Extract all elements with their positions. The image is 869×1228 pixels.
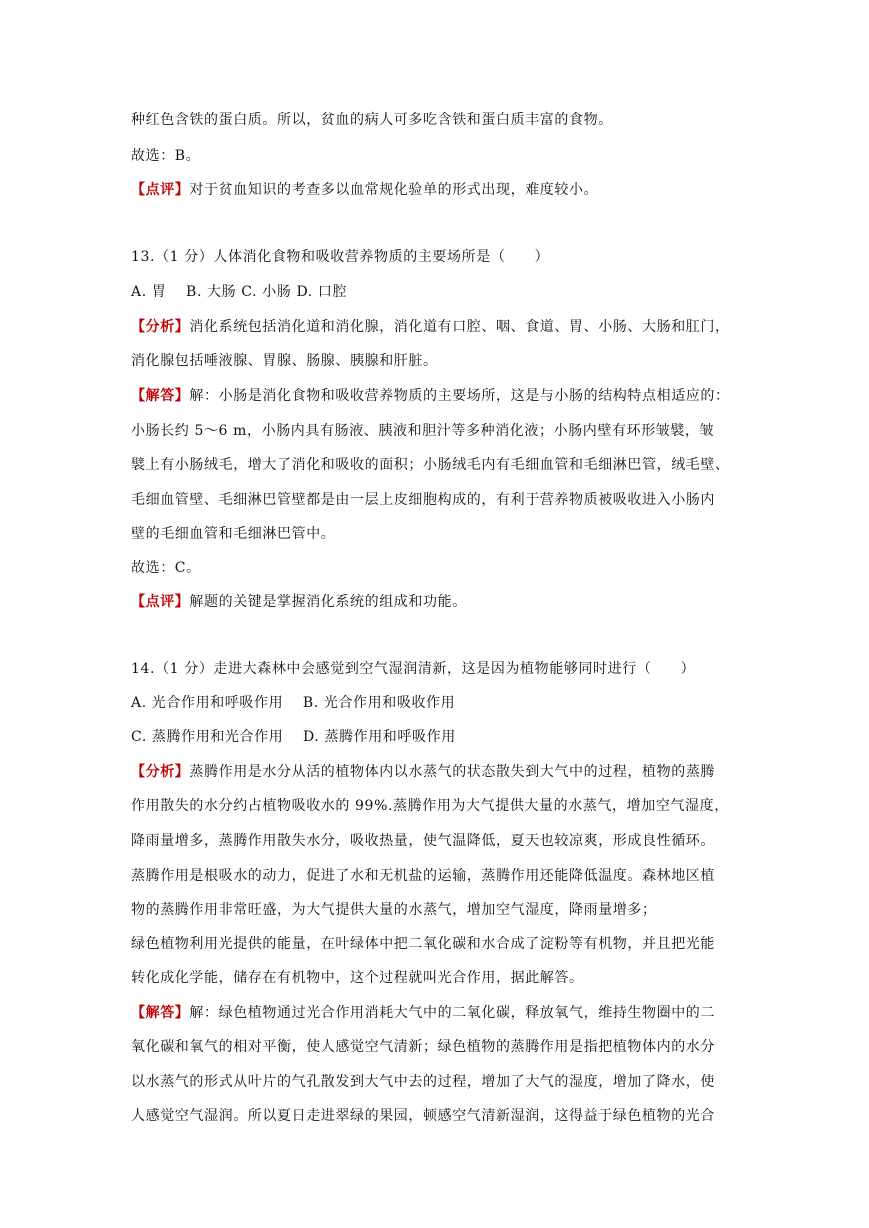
q13-solution-line: 毛细血管壁、毛细淋巴管壁都是由一层上皮细胞构成的，有利于营养物质被吸收进入小肠内 [131, 492, 715, 508]
analysis-text: 蒸腾作用是水分从活的植物体内以水蒸气的状态散失到大气中的过程，植物的蒸腾 [189, 764, 716, 780]
q13-analysis-line: 消化腺包括唾液腺、胃腺、肠腺、胰腺和肝脏。 [131, 353, 438, 369]
comment-tag: 【点评】 [131, 182, 190, 198]
q13-answer: 故选：C。 [131, 560, 201, 576]
q13-solution-line: 壁的毛细血管和毛细淋巴管中。 [131, 526, 336, 542]
q13-solution-line: 襞上有小肠绒毛，增大了消化和吸收的面积；小肠绒毛内有毛细血管和毛细淋巴管，绒毛壁、 [131, 457, 730, 473]
intro-answer: 故选：B。 [131, 148, 201, 164]
solution-text: 解：绿色植物通过光合作用消耗大气中的二氧化碳，释放氧气，维持生物圈中的二 [189, 1005, 716, 1021]
solution-tag: 【解答】 [131, 388, 190, 404]
comment-text: 对于贫血知识的考查多以血常规化验单的形式出现，难度较小。 [189, 182, 599, 198]
q14-solution [131, 1003, 715, 1023]
q14-solution-line: 氧化碳和氧气的相对平衡，使人感觉空气清新；绿色植物的蒸腾作用是指把植物体内的水分 [131, 1039, 715, 1055]
q14-analysis-line: 作用散失的水分约占植物吸收水的 99%.蒸腾作用为大气提供大量的水蒸气，增加空气湿度， [131, 798, 729, 814]
comment-tag: 【点评】 [131, 594, 190, 610]
q14-analysis-line: 转化成化学能，储存在有机物中，这个过程就叫光合作用，据此解答。 [131, 970, 584, 986]
analysis-tag: 【分析】 [131, 319, 190, 335]
q14-analysis-line: 物的蒸腾作用非常旺盛，为大气提供大量的水蒸气，增加空气湿度，降雨量增多； [131, 902, 657, 918]
q14-solution-line: 人感觉空气湿润。所以夏日走进翠绿的果园，顿感空气清新湿润，这得益于绿色植物的光合 [131, 1108, 715, 1124]
q13-comment [131, 592, 467, 612]
q14-stem: 14.（1 分）走进大森林中会感觉到空气湿润清新，这是因为植物能够同时进行（ ） [131, 661, 696, 677]
q13-solution [131, 386, 730, 406]
q13-options: A. 胃 B. 大肠 C. 小肠 D. 口腔 [131, 284, 348, 300]
solution-tag: 【解答】 [131, 1005, 190, 1021]
q14-analysis-line: 蒸腾作用是根吸水的动力，促进了水和无机盐的运输，蒸腾作用还能降低温度。森林地区植 [131, 868, 715, 884]
analysis-text: 消化系统包括消化道和消化腺，消化道有口腔、咽、食道、胃、小肠、大肠和肛门， [189, 319, 730, 335]
q13-solution-line: 小肠长约 5～6 m，小肠内具有肠液、胰液和胆汁等多种消化液；小肠内壁有环形皱襞，皱 [131, 423, 715, 439]
q14-options-row: A. 光合作用和呼吸作用 B. 光合作用和吸收作用 [131, 695, 456, 711]
comment-text: 解题的关键是掌握消化系统的组成和功能。 [189, 594, 467, 610]
solution-text: 解：小肠是消化食物和吸收营养物质的主要场所，这是与小肠的结构特点相适应的： [189, 388, 730, 404]
analysis-tag: 【分析】 [131, 764, 190, 780]
q14-analysis-line: 绿色植物利用光提供的能量，在叶绿体中把二氧化碳和水合成了淀粉等有机物，并且把光能 [131, 936, 715, 952]
q14-analysis-line: 降雨量增多，蒸腾作用散失水分，吸收热量，使气温降低，夏天也较凉爽，形成良性循环。 [131, 833, 715, 849]
q14-solution-line: 以水蒸气的形式从叶片的气孔散发到大气中去的过程，增加了大气的湿度，增加了降水，使 [131, 1074, 715, 1090]
intro-comment [131, 180, 598, 200]
q13-analysis [131, 317, 730, 337]
q14-options-row: C. 蒸腾作用和光合作用 D. 蒸腾作用和呼吸作用 [131, 729, 456, 745]
q14-analysis [131, 762, 715, 782]
intro-line: 种红色含铁的蛋白质。所以，贫血的病人可多吃含铁和蛋白质丰富的食物。 [131, 112, 613, 128]
q13-stem: 13.（1 分）人体消化食物和吸收营养物质的主要场所是（ ） [131, 249, 550, 265]
